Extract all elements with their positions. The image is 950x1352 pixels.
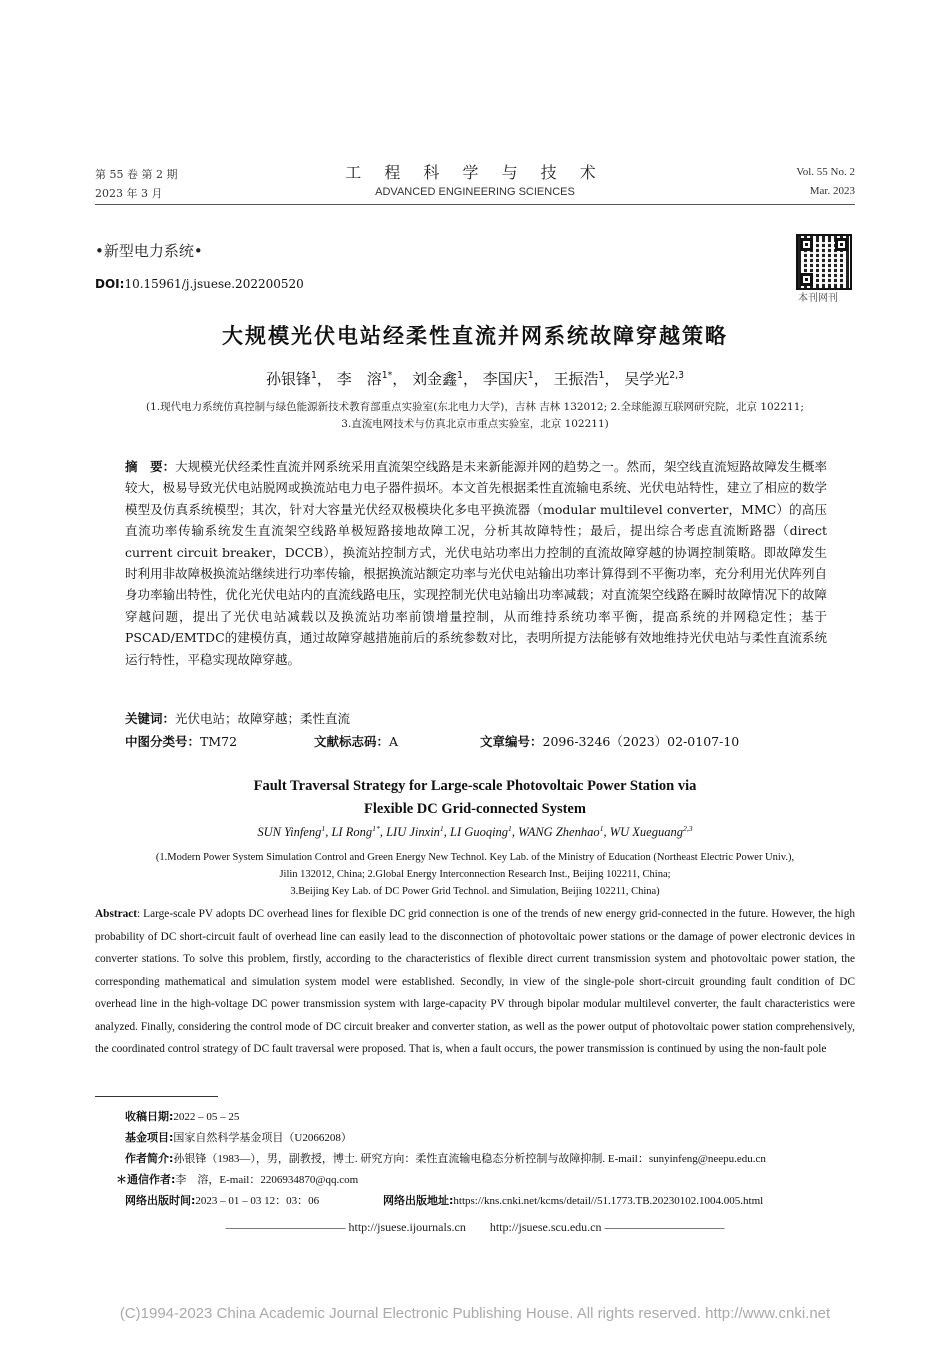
received-value: 2022 – 05 – 25	[173, 1111, 240, 1123]
author-cn: 李国庆	[482, 370, 528, 388]
doi-label: DOI:	[95, 277, 125, 291]
clc-label: 中图分类号：	[125, 734, 201, 749]
author-sup: 1	[599, 824, 604, 833]
paper-title-cn: 大规模光伏电站经柔性直流并网系统故障穿越策略	[222, 324, 728, 348]
fund-value: 国家自然科学基金项目（U2066208）	[173, 1132, 352, 1144]
author-sup: 1	[598, 370, 605, 381]
header-rule	[95, 204, 855, 205]
paper-title-en-line2: Flexible DC Grid-connected System	[364, 801, 586, 817]
corr-label: ＊通信作者:	[116, 1173, 176, 1186]
article-no	[480, 732, 739, 750]
author-sup: 1	[321, 824, 326, 833]
online-time-value: 2023 – 01 – 03 12：03：06	[195, 1195, 320, 1207]
qr-label: 本刊网刊	[798, 293, 838, 304]
author-sup: 1	[508, 824, 512, 833]
online-time-label: 网络出版时间:	[125, 1194, 196, 1207]
author-sup: 2,3	[682, 824, 693, 833]
footnote-author	[125, 1148, 766, 1171]
abstract-en-text: : Large-scale PV adopts DC overhead lines for flexible DC grid connection is one of the trends of new energy grid-connected in the future. However, the high probability of DC short-circuit fault of overhead line can easily lead to the disconnection of photovoltaic power stations or the damage of power electronic devices in converter stations. To solve this problem, firstly, according to the characteristics of flexible direct current transmission system and photovoltaic power station, the corresponding mathematical and simulation system model were established. Secondly, in view of the single-pole short-circuit grounding fault condition of DC overhead line in the high-voltage DC power transmission system with large-capacity PV through bipolar modular multilevel converter, the fault characteristics were analyzed. Finally, considering the control mode of DC circuit breaker and converter station, as well as the power output of photovoltaic power station comprehensively, the coordinated control strategy of DC fault traversal were proposed. That is, when a fault occurs, the power transmission is continued by using the non-fault pole	[95, 908, 855, 1055]
url-ijournals[interactable]: http://jsuese.ijournals.cn	[348, 1220, 466, 1234]
url-rule-right: ——————————	[604, 1220, 725, 1234]
copyright-notice: (C)1994-2023 China Academic Journal Electronic Publishing House. All rights reserved. http://www.cnki.net	[119, 1305, 831, 1322]
affiliation-cn-line1: (1.现代电力系统仿真控制与绿色能源新技术教育部重点实验室(东北电力大学)，吉林 吉林 132012; 2.全球能源互联网研究院，北京 102211;	[146, 401, 804, 413]
clc-value: TM72	[200, 734, 238, 749]
url-rule-left: ——————————	[225, 1220, 346, 1234]
author-cn: 吴学光	[624, 370, 670, 388]
author-en: WANG Zhenhao	[518, 825, 600, 840]
paper-title-en-line1: Fault Traversal Strategy for Large-scale Photovoltaic Power Station via	[253, 778, 697, 794]
footnote-rule	[95, 1096, 218, 1097]
doc-code-value: A	[389, 734, 399, 749]
abstract-cn	[125, 456, 827, 670]
author-sup: 1*	[372, 824, 380, 833]
author-cn: 王振浩	[553, 370, 599, 388]
author-cn: 刘金鑫	[412, 370, 458, 388]
author-sup: 2,3	[669, 370, 685, 381]
fund-label: 基金项目:	[125, 1131, 174, 1144]
author-cn: 李 溶	[336, 370, 382, 388]
footnote-corresponding	[116, 1169, 358, 1192]
footnote-online-address[interactable]	[383, 1190, 763, 1213]
qr-finder-top-left	[800, 238, 813, 251]
doi[interactable]	[95, 277, 304, 291]
keywords	[125, 709, 350, 727]
affiliation-cn-line2: 3.直流电网技术与仿真北京市重点实验室，北京 102211)	[341, 418, 609, 430]
online-addr-label: 网络出版地址:	[383, 1194, 454, 1207]
volume-en: Vol. 55 No. 2	[796, 166, 855, 178]
author-sup: 1	[439, 824, 444, 833]
url-scu[interactable]: http://jsuese.scu.edu.cn	[489, 1220, 602, 1234]
date-cn: 2023 年 3 月	[95, 187, 163, 200]
received-label: 收稿日期:	[125, 1110, 174, 1123]
doc-code	[314, 732, 398, 750]
date-en: Mar. 2023	[809, 185, 855, 197]
abstract-en-label: Abstract	[95, 908, 138, 920]
abstract-cn-text: 大规模光伏经柔性直流并网系统采用直流架空线路是未来新能源并网的趋势之一。然而，架空线直流短路故障发生概率较大，极易导致光伏电站脱网或换流站电力电子器件损坏。本文首先根据柔性直流输电系统、光伏电站特性，建立了相应的数学模型及仿真系统模型；其次，针对大容量光伏经双极模块化多电平换流器（modular multilevel converter，MMC）的高压直流功率传输系统发生直流架空线路单极短路接地故障工况，分析其故障特性；最后，提出综合考虑直流断路器（direct current circuit breaker，DCCB），换流站控制方式，光伏电站功率出力控制的直流故障穿越的协调控制策略。即故障发生时利用非故障极换流站继续进行功率传输，根据换流站额定功率与光伏电站输出功率计算得到不平衡功率，充分利用光伏阵列自身功率输出特性，优化光伏电站内的直流线路电压，实现控制光伏电站输出功率减载；对直流架空线路在瞬时故障情况下的故障穿越问题，提出了光伏电站减载以及换流站功率前馈增量控制，从而维持系统功率平衡，提高系统的并网稳定性；基于PSCAD/EMTDC的建模仿真，通过故障穿越措施前后的系统参数对比，表明所提方法能够有效地维持光伏电站与柔性直流系统运行特性，平稳实现故障穿越。	[125, 459, 827, 667]
affiliation-en-line3: 3.Beijing Key Lab. of DC Power Grid Technol. and Simulation, Beijing 102211, China)	[290, 886, 660, 897]
qr-code[interactable]	[796, 234, 852, 290]
author-sup: 1*	[381, 370, 393, 381]
author-en: LIU Jinxin	[386, 825, 440, 840]
keywords-label: 关键词：	[125, 711, 176, 726]
abstract-en	[95, 903, 855, 1061]
author-cn: 孙银锋	[265, 370, 311, 388]
footnote-received	[125, 1106, 239, 1129]
author-en: LI Guoqing	[450, 825, 509, 840]
journal-urls	[0, 1220, 950, 1235]
author-sup: 1	[457, 370, 463, 381]
clc	[125, 732, 237, 750]
article-no-label: 文章编号：	[480, 734, 543, 749]
doc-code-label: 文献标志码：	[314, 734, 390, 749]
author-intro-label: 作者简介:	[125, 1152, 174, 1165]
affiliation-en-line2: Jilin 132012, China; 2.Global Energy Interconnection Research Inst., Beijing 102211, China;	[279, 869, 671, 880]
affiliation-en-line1: (1.Modern Power System Simulation Control and Green Energy New Technol. Key Lab. of the Ministry of Education (Northeast Electric Power Univ.),	[155, 852, 795, 863]
author-en: SUN Yinfeng	[257, 825, 322, 840]
journal-title-en: ADVANCED ENGINEERING SCIENCES	[375, 186, 575, 198]
qr-finder-bottom-left	[800, 273, 813, 286]
article-no-value: 2096-3246（2023）02-0107-10	[542, 734, 740, 749]
authors-cn: 孙银锋$^1$， 李 溶$^{1*}$， 刘金鑫$^1$， 李国庆$^1$， 王振浩$^1$， 吴学光$^{2,3}$	[265, 370, 685, 388]
doi-value: 10.15961/j.jsuese.202200520	[124, 277, 304, 291]
column-label: •新型电力系统•	[95, 242, 203, 260]
footnote-online-time	[125, 1190, 319, 1213]
journal-title-cn: 工 程 科 学 与 技 术	[345, 163, 605, 182]
author-sup: 1	[527, 370, 534, 381]
abstract-cn-label: 摘 要：	[125, 459, 176, 474]
footnote-fund	[125, 1127, 352, 1150]
qr-finder-top-right	[835, 238, 848, 251]
author-sup: 1	[310, 370, 317, 381]
author-en: WU Xueguang	[609, 825, 683, 840]
online-addr-link[interactable]: https://kns.cnki.net/kcms/detail//51.1773.TB.20230102.1004.005.html	[453, 1195, 764, 1207]
keywords-value: 光伏电站；故障穿越；柔性直流	[175, 711, 351, 726]
author-en: LI Rong	[331, 825, 373, 840]
corr-value: 李 溶，E-mail：2206934870@qq.com	[175, 1174, 359, 1186]
author-intro-value: 孙银锋（1983—），男，副教授，博士. 研究方向：柔性直流输电稳态分析控制与故障抑制. E-mail：sunyinfeng@neepu.edu.cn	[173, 1153, 766, 1165]
volume-cn: 第 55 卷 第 2 期	[95, 168, 178, 181]
authors-en: SUN Yinfeng$^1$, LI Rong$^{1*}$, LIU Jinxin$^1$, LI Guoqing$^1$, WANG Zhenhao$^1$, WU Xueguang$^{2,3}$	[257, 824, 693, 840]
